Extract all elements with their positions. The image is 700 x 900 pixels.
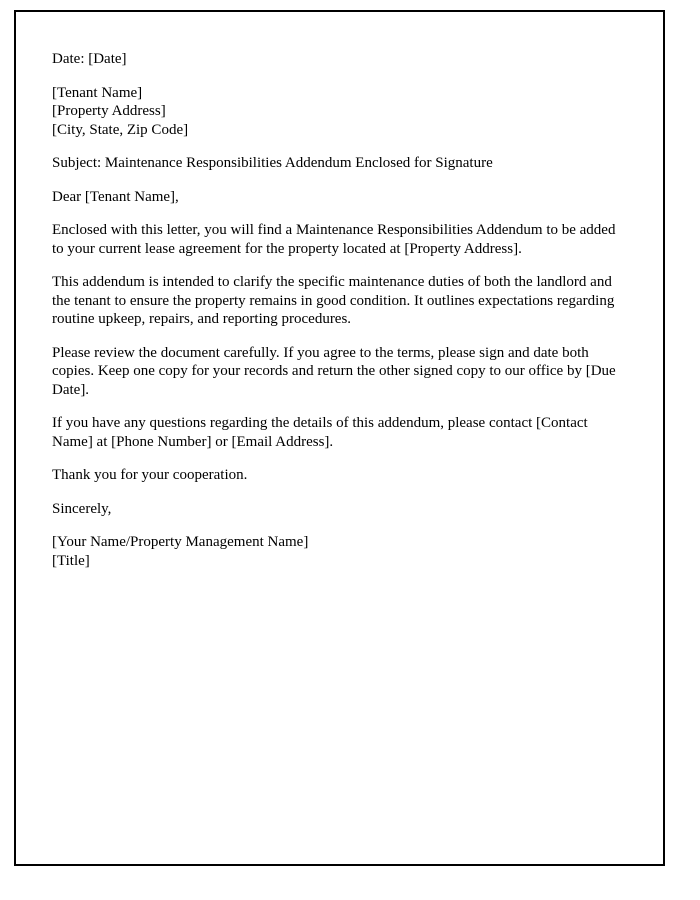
signature-name: [Your Name/Property Management Name] — [52, 534, 309, 550]
closing: Sincerely, — [52, 500, 112, 517]
recipient-property-address: [Property Address] — [52, 103, 166, 119]
paragraph-thanks: Thank you for your cooperation. — [52, 467, 248, 483]
paragraph-purpose: This addendum is intended to clarify the specific maintenance duties of both the landlord and the tenant to ensure the property remains in good condition. It outlines expectations regarding routine upkeep, repairs, and reporting procedures. — [52, 274, 615, 327]
recipient-city-state-zip: [City, State, Zip Code] — [52, 121, 189, 138]
letter-border-frame — [14, 10, 665, 866]
paragraph-contact: If you have any questions regarding the details of this addendum, please contact [Contact Name] at [Phone Number] or [Email Address]. — [52, 415, 588, 450]
signature-block — [52, 533, 627, 570]
recipient-address-block — [52, 84, 627, 140]
subject-line: Subject: Maintenance Responsibilities Addendum Enclosed for Signature — [52, 155, 493, 171]
salutation: Dear [Tenant Name], — [52, 188, 179, 205]
letter-body — [16, 12, 663, 570]
recipient-name: [Tenant Name] — [52, 84, 143, 101]
paragraph-instructions: Please review the document carefully. If you agree to the terms, please sign and date both copies. Keep one copy for your records and return the other signed copy to our office by [Due Date]. — [52, 344, 616, 398]
date-line: Date: [Date] — [52, 51, 127, 67]
paragraph-enclosure: Enclosed with this letter, you will find a Maintenance Responsibilities Addendum to be added to your current lease agreement for the property located at [Property Address]. — [52, 222, 616, 257]
signature-title: [Title] — [52, 552, 90, 569]
